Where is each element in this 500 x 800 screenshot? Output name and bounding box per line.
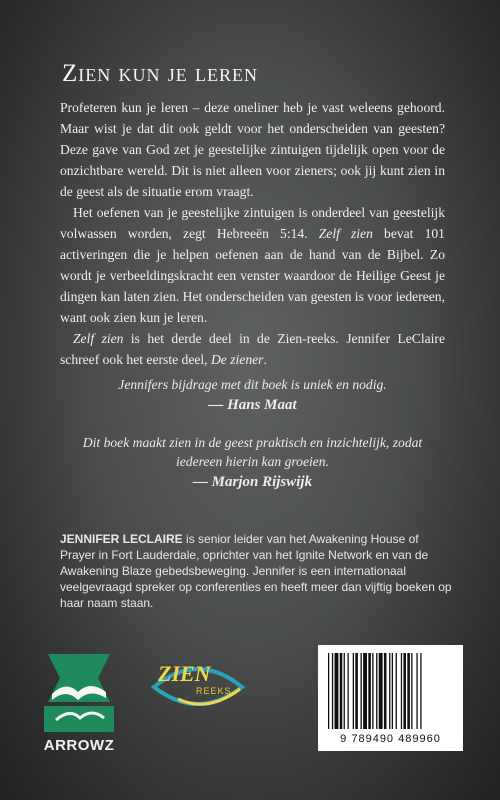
blurb-paragraph: Profeteren kun je leren – deze oneliner heb je vast weleens gehoord. Maar wist je dat dit ook geldt voor het onderscheiden van geesten? Deze gave van God zet je geestelijke zintuigen tijdelijk open voor de onzichtbare wereld. Dit is niet alleen voor zieners; ook jij kunt zien in de geest als de situatie erom vraagt. [60,100,445,199]
blurb-text: Het oefenen van je geestelijke zintuigen is onderdeel van geestelijk volwassen worden, zegt Hebreeën 5:14. [60,205,445,241]
blurb-text: bevat 101 activeringen die je helpen oefenen aan de hand van de Bijbel. Zo wordt je verbeeldingskracht een venster waardoor de Heilige Geest je dingen kan laten zien. Het onderscheiden van geesten is voor iedereen, want ook zien kun je leren. [60,226,446,325]
endorsement-text: Jennifers bijdrage met dit boek is uniek en nodig. [118,377,387,392]
author-bio [60,531,455,611]
endorsement-author: — Hans Maat [208,397,297,413]
blurb-paragraph [60,328,445,370]
blurb [60,97,445,370]
endorsement-text: Dit boek maakt zien in de geest praktisch en inzichtelijk, zodat iedereen hierin kan groeien. [82,435,423,469]
blurb-text: . [263,352,267,367]
blurb-paragraph [60,202,445,328]
barcode [318,645,463,751]
book-title-reference: Zelf zien [318,226,373,241]
endorsements [60,375,445,510]
endorsement [60,375,445,415]
isbn-number: 9 789490 489960 [340,733,441,745]
publisher-name: ARROWZ [43,737,115,754]
cover-headline: Zien kun je leren [62,60,258,87]
author-bio-text: is senior leider van het Awakening House of Prayer in Fort Lauderdale, oprichter van het Ignite Network en van de Awakening Blaze gebedsbeweging. Jennifer is een internationaal veelgevraagd spreker op conferenties en heeft meer dan vijftig boeken op haar naam staan. [60,532,452,610]
book-title-reference: De ziener [210,352,264,367]
barcode-bars [326,653,455,731]
series-name: ZIEN [158,661,211,686]
endorsement [60,433,445,492]
endorsement-author: — Marjon Rijswijk [192,474,313,490]
author-name: JENNIFER LECLAIRE [60,532,183,546]
series-label: REEKS [196,686,232,696]
book-title-reference: Zelf zien [73,331,124,346]
blurb-text: is het derde deel in de Zien-reeks. Jennifer LeClaire schreef ook het eerste deel, [60,331,445,367]
